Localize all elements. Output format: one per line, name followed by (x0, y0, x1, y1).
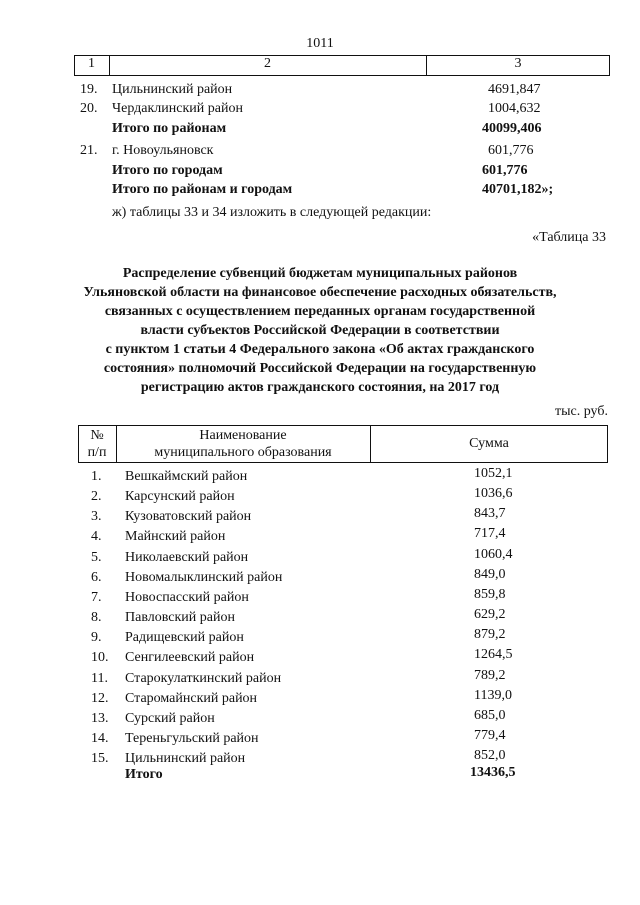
row-number: 6. (91, 570, 102, 585)
row-value: 859,8 (474, 587, 506, 602)
top-table-header (74, 55, 610, 76)
row-value: 852,0 (474, 748, 506, 763)
top-row-value: 601,776 (482, 163, 528, 178)
top-row-value: 40701,182»; (482, 182, 554, 197)
header-name (116, 427, 370, 461)
top-row-name: Итого по городам (112, 163, 223, 178)
top-row-number: 20. (80, 101, 98, 116)
top-row-value: 40099,406 (482, 121, 542, 136)
top-row-name: Итого по районам (112, 121, 227, 136)
row-name: Новомалыклинский район (125, 570, 283, 585)
row-value: 629,2 (474, 607, 506, 622)
row-number: 4. (91, 529, 102, 544)
row-number: 3. (91, 509, 102, 524)
row-name: Сурский район (125, 711, 215, 726)
top-header-col-2: 2 (264, 56, 271, 71)
row-value: 1264,5 (474, 647, 513, 662)
title-line: Распределение субвенций бюджетам муниципальных районов (122, 266, 518, 281)
top-row-value: 4691,847 (488, 82, 541, 97)
top-row-name: г. Новоульяновск (112, 143, 214, 158)
row-value: 879,2 (474, 627, 506, 642)
row-name: Павловский район (125, 610, 235, 625)
row-value: 1139,0 (474, 688, 512, 703)
header-number (78, 427, 116, 461)
top-row-value: 601,776 (488, 143, 534, 158)
row-name: Тереньгульский район (125, 731, 259, 746)
units-label: тыс. руб. (555, 404, 608, 419)
table-label: «Таблица 33 (532, 230, 606, 245)
row-number: 14. (91, 731, 109, 746)
main-table-header (78, 425, 608, 463)
row-name: Сенгилеевский район (125, 650, 255, 665)
row-number: 11. (91, 671, 108, 686)
row-number: 15. (91, 751, 109, 766)
instruction-text: ж) таблицы 33 и 34 изложить в следующей редакции: (112, 205, 432, 220)
top-row-name: Цильнинский район (112, 82, 233, 97)
row-value: 1036,6 (474, 486, 513, 501)
row-value: 1060,4 (474, 547, 513, 562)
row-name: Старомайнский район (125, 691, 258, 706)
row-number: 13. (91, 711, 109, 726)
row-number: 10. (91, 650, 109, 665)
title-line: Ульяновской области на финансовое обеспечение расходных обязательств, (83, 285, 557, 300)
row-name: Карсунский район (125, 489, 235, 504)
title-line: состояния» полномочий Российской Федерации на государственную (103, 361, 537, 376)
row-number: 1. (91, 469, 102, 484)
row-name: Майнский район (125, 529, 226, 544)
document-title (0, 264, 640, 397)
row-name: Кузоватовский район (125, 509, 252, 524)
row-name: Радищевский район (125, 630, 244, 645)
row-number: 8. (91, 610, 102, 625)
top-header-col-1: 1 (88, 56, 95, 71)
row-value: 685,0 (474, 708, 506, 723)
top-row-name: Чердаклинский район (112, 101, 243, 116)
page-number: 1011 (306, 36, 334, 51)
top-row-number: 19. (80, 82, 98, 97)
header-name-line-1: Наименование (199, 428, 287, 443)
row-value: 849,0 (474, 567, 506, 582)
top-header-col-3: 3 (514, 56, 522, 71)
title-line: связанных с осуществлением переданных органам государственной (104, 304, 536, 319)
title-line: власти субъектов Российской Федерации в соответствии (140, 323, 500, 338)
row-number: 7. (91, 590, 102, 605)
title-line: регистрацию актов гражданского состояния, на 2017 год (140, 380, 500, 395)
header-sum: Сумма (469, 436, 509, 451)
row-value: 779,4 (474, 728, 506, 743)
row-name: Старокулаткинский район (125, 671, 282, 686)
header-name-line-2: муниципального образования (154, 445, 332, 460)
title-line: с пунктом 1 статьи 4 Федерального закона «Об актах гражданского (105, 342, 535, 357)
total-label: Итого (125, 767, 163, 782)
header-number-line-2: п/п (87, 445, 107, 460)
row-number: 9. (91, 630, 102, 645)
row-name: Новоспасский район (125, 590, 249, 605)
row-number: 2. (91, 489, 102, 504)
row-value: 789,2 (474, 668, 506, 683)
total-value: 13436,5 (470, 765, 516, 780)
row-number: 12. (91, 691, 109, 706)
top-row-number: 21. (80, 143, 98, 158)
top-row-value: 1004,632 (488, 101, 541, 116)
row-value: 843,7 (474, 506, 506, 521)
row-value: 717,4 (474, 526, 506, 541)
header-number-line-1: № (90, 428, 104, 443)
top-row-name: Итого по районам и городам (112, 182, 293, 197)
row-value: 1052,1 (474, 466, 513, 481)
row-name: Николаевский район (125, 550, 249, 565)
row-number: 5. (91, 550, 102, 565)
row-name: Вешкаймский район (125, 469, 248, 484)
row-name: Цильнинский район (125, 751, 246, 766)
